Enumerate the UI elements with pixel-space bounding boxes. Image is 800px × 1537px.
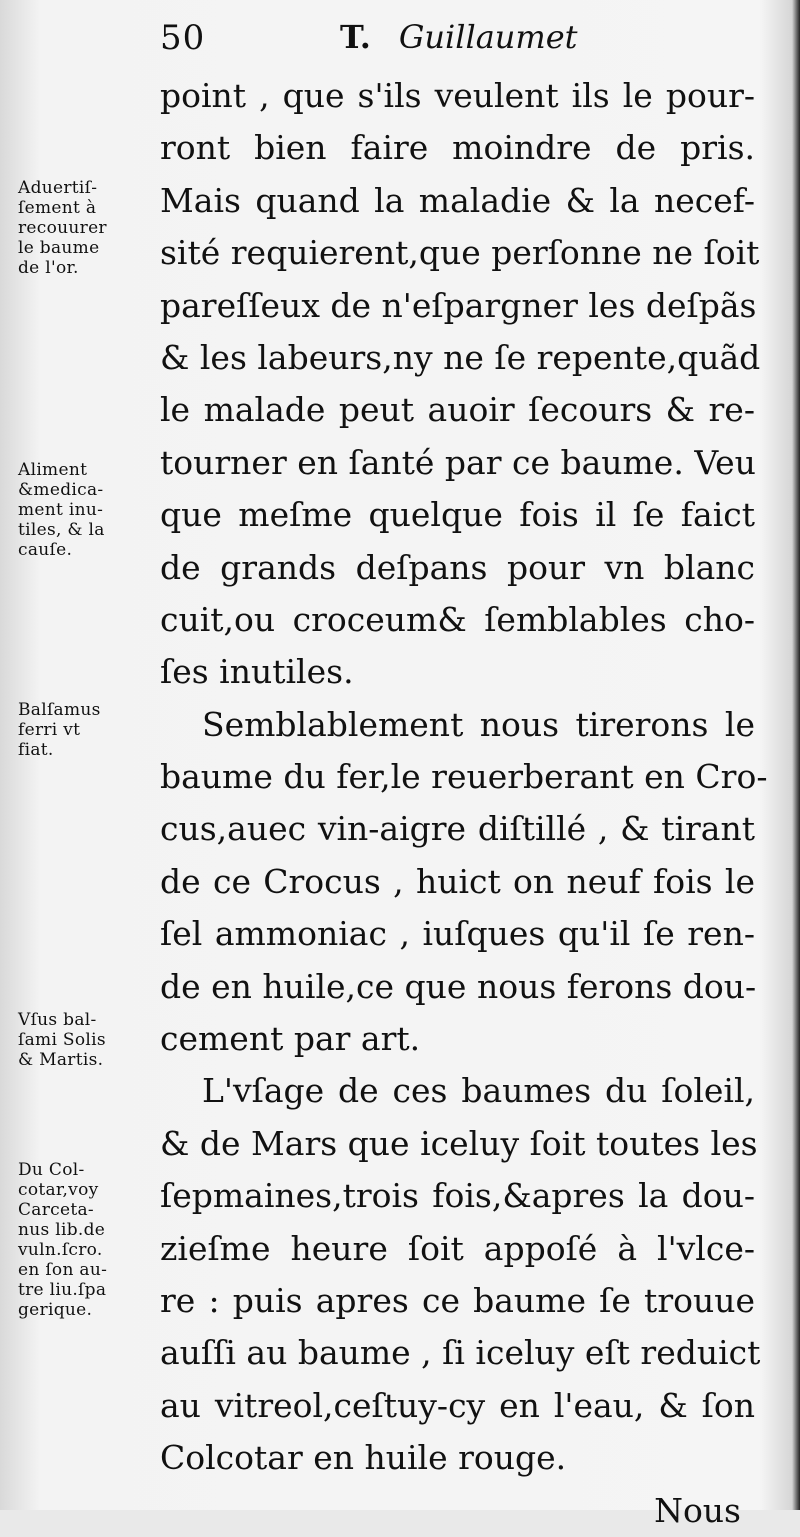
margin-note-line: tre liu.ſpa: [18, 1280, 107, 1300]
text-line: tourner en ſanté par ce baume. Veu: [160, 442, 756, 482]
text-line: ſepmaines,trois fois,&apres la dou-: [160, 1176, 755, 1216]
text-line: de en huile,ce que nous ferons dou-: [160, 966, 757, 1006]
margin-note-line: nus lib.de: [18, 1220, 106, 1240]
text-line: ſel ammoniac , iuſques qu'il ſe ren-: [160, 914, 755, 954]
margin-note-line: Aliment: [18, 460, 88, 480]
running-head: [340, 18, 578, 56]
margin-note: [18, 460, 156, 560]
running-head-letter: T.: [340, 18, 371, 56]
margin-note-line: fiat.: [18, 740, 54, 760]
page-number: 50: [160, 18, 206, 58]
margin-note-line: vuln.ſcro.: [18, 1240, 103, 1260]
margin-note-line: Balſamus: [18, 700, 101, 720]
margin-note-line: ſami Solis: [18, 1030, 106, 1050]
margin-note: [18, 700, 156, 760]
margin-note-line: de l'or.: [18, 258, 79, 278]
text-line: ront bien faire moindre de pris.: [160, 128, 755, 168]
margin-note-line: ferri vt: [18, 720, 81, 740]
text-line: Mais quand la maladie & la necef-: [160, 180, 755, 220]
text-line: de ce Crocus , huict on neuf fois le: [160, 861, 755, 901]
catchword: Nous: [654, 1490, 741, 1530]
text-line: point , que s'ils veulent ils le pour-: [160, 76, 755, 115]
margin-note-line: recouurer: [18, 218, 107, 238]
margin-note-line: tiles, & la: [18, 520, 105, 540]
margin-note: [18, 178, 156, 278]
running-head-name: Guillaumet: [398, 18, 578, 56]
margin-note-line: ment inu-: [18, 500, 104, 520]
text-line: sité requierent,que perſonne ne ſoit: [160, 233, 760, 273]
body-text: [160, 70, 768, 1537]
text-line: pareſſeux de n'eſpargner les deſpãs: [160, 285, 757, 325]
text-line: auſſi au baume , ſi iceluy eſt reduict: [160, 1333, 761, 1373]
margin-note: [18, 1160, 156, 1320]
text-line: Colcotar en huile rouge.: [160, 1438, 567, 1478]
text-line: cement par art.: [160, 1019, 421, 1059]
margin-note-line: Carceta-: [18, 1200, 94, 1220]
margin-note-line: Du Col-: [18, 1160, 85, 1180]
text-line: baume du fer,le reuerberant en Cro-: [160, 757, 768, 797]
text-line: zieſme heure ſoit appoſé à l'vlce-: [160, 1228, 755, 1268]
margin-note-line: cauſe.: [18, 540, 73, 560]
margin-note-line: en ſon au-: [18, 1260, 108, 1280]
margin-note-line: Vſus bal-: [18, 1010, 97, 1030]
margin-note-line: Aduertiſ-: [18, 178, 98, 198]
text-line: & de Mars que iceluy ſoit toutes les: [160, 1123, 758, 1163]
text-line: L'vſage de ces baumes du ſoleil,: [202, 1071, 755, 1111]
margin-note-line: gerique.: [18, 1300, 93, 1320]
text-line: le malade peut auoir ſecours & re-: [160, 390, 755, 430]
page-header: [0, 18, 800, 62]
margin-note: [18, 1010, 156, 1070]
text-line: de grands deſpans pour vn blanc: [160, 547, 755, 587]
margin-note-line: le baume: [18, 238, 100, 258]
text-line: au vitreol,ceſtuy-cy en l'eau, & ſon: [160, 1385, 755, 1425]
text-line: que meſme quelque fois il ſe faict: [160, 495, 755, 535]
margin-note-line: &medica-: [18, 480, 104, 500]
text-line: re : puis apres ce baume ſe trouue: [160, 1280, 755, 1320]
text-line: cuit,ou croceum& ſemblables cho-: [160, 599, 755, 639]
text-line: Semblablement nous tirerons le: [202, 704, 755, 744]
text-line: & les labeurs,ny ne ſe repente,quãd: [160, 337, 761, 377]
text-line: cus,auec vin-aigre diſtillé , & tirant: [160, 809, 755, 849]
margin-note-line: cotar,voy: [18, 1180, 99, 1200]
margin-note-line: ſement à: [18, 198, 97, 218]
margin-note-line: & Martis.: [18, 1050, 104, 1070]
text-line: ſes inutiles.: [160, 652, 354, 692]
